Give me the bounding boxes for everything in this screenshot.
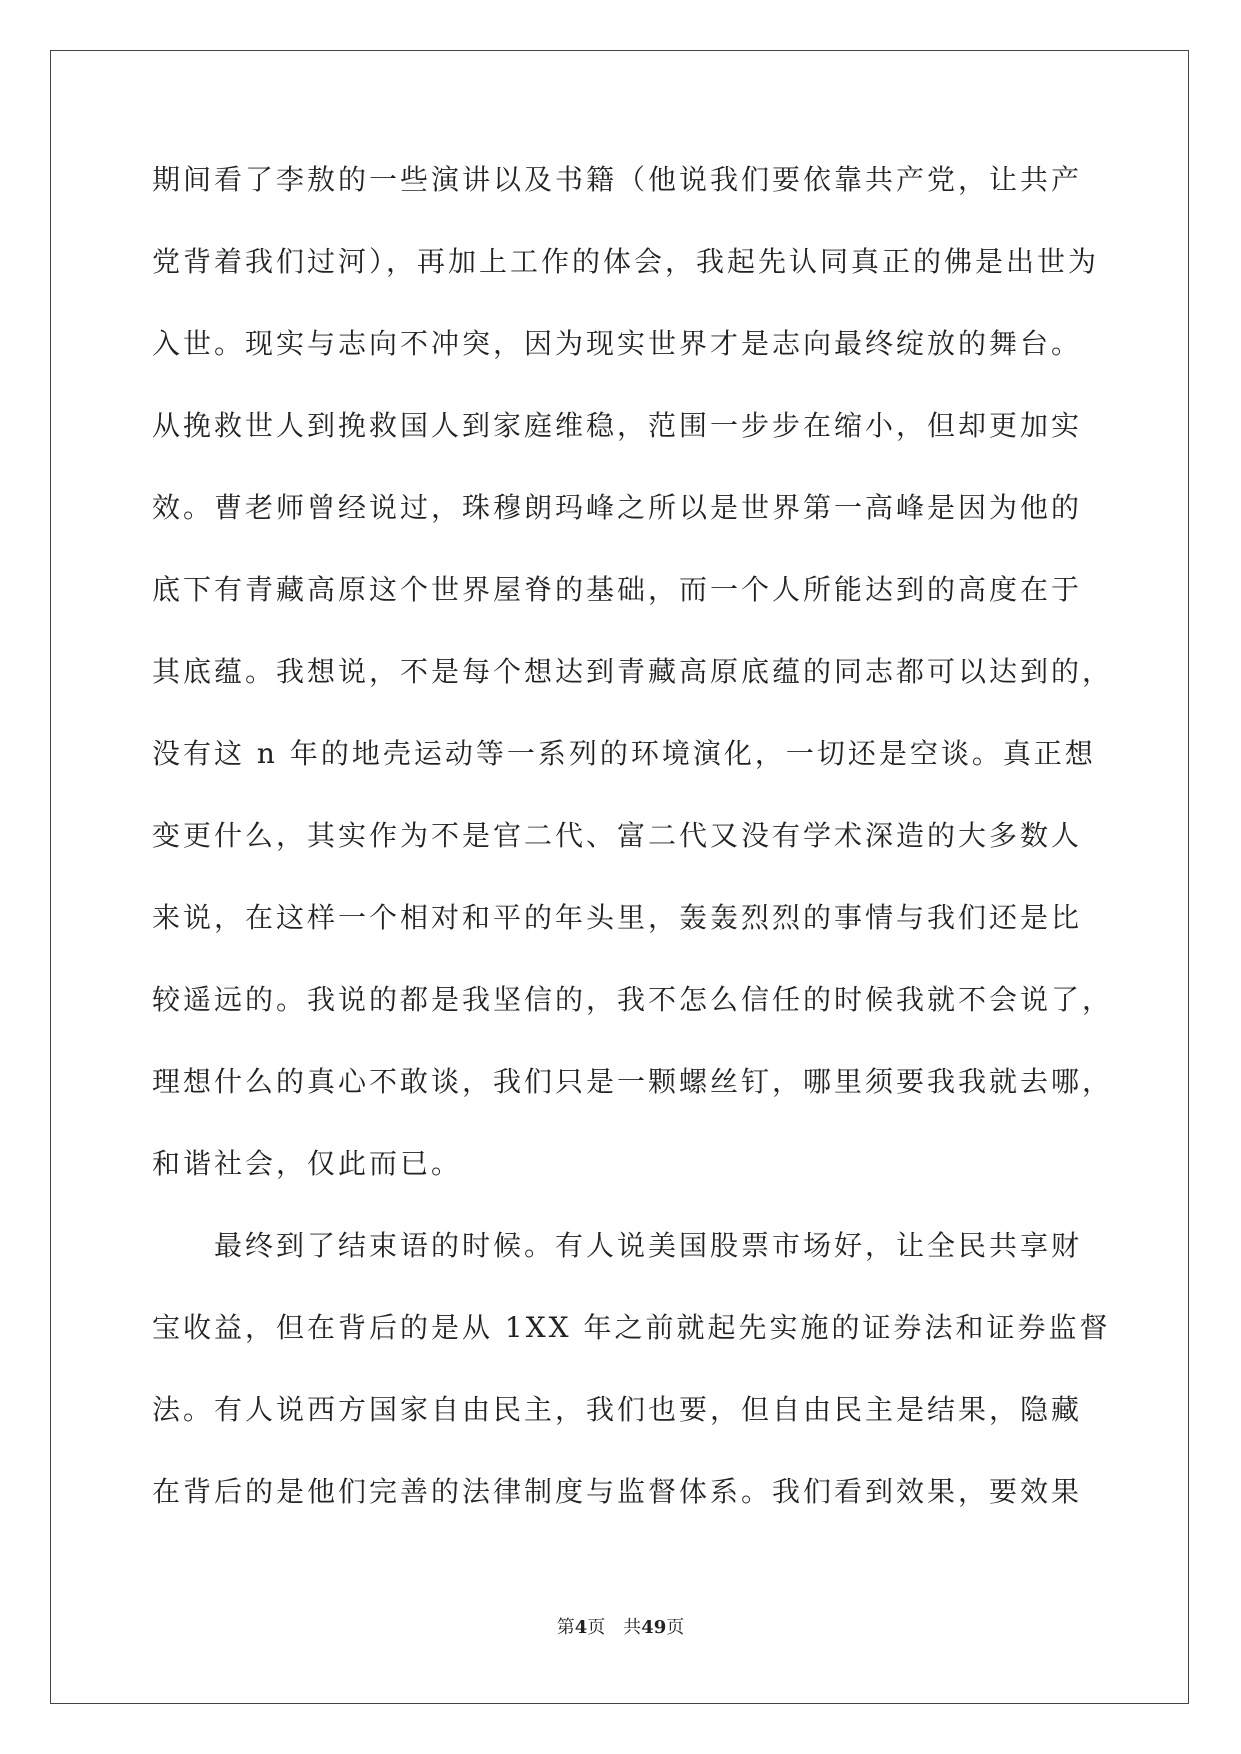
text-line: 变更什么，其实作为不是官二代、富二代又没有学术深造的大多数人: [152, 819, 1083, 852]
text-line: 党背着我们过河），再加上工作的体会，我起先认同真正的佛是出世为: [152, 245, 1100, 278]
text-line: 其底蕴。我想说，不是每个想达到青藏高原底蕴的同志都可以达到的，: [152, 655, 1114, 688]
text-line: 宝收益，但在背后的是从 1XX 年之前就起先实施的证券法和证券监督: [152, 1311, 1111, 1344]
total-pages: 49: [641, 1617, 667, 1638]
text-line: 从挽救世人到挽救国人到家庭维稳，范围一步步在缩小，但却更加实: [152, 409, 1083, 442]
body-text: [152, 160, 1114, 1554]
text-line: 和谐社会，仅此而已。: [152, 1147, 463, 1180]
text-line: 效。曹老师曾经说过，珠穆朗玛峰之所以是世界第一高峰是因为他的: [152, 491, 1083, 524]
footer-suffix: 页: [666, 1617, 685, 1638]
text-line: 期间看了李敖的一些演讲以及书籍（他说我们要依靠共产党，让共产: [152, 163, 1083, 196]
paragraph-start-line: 最终到了结束语的时候。有人说美国股票市场好，让全民共享财: [214, 1229, 1083, 1262]
footer-prefix: 第: [556, 1617, 575, 1638]
text-line: 底下有青藏高原这个世界屋脊的基础，而一个人所能达到的高度在于: [152, 573, 1083, 606]
text-line: 较遥远的。我说的都是我坚信的，我不怎么信任的时候我就不会说了，: [152, 983, 1114, 1016]
page-footer: [0, 1613, 1241, 1639]
text-line: 来说，在这样一个相对和平的年头里，轰轰烈烈的事情与我们还是比: [152, 901, 1083, 934]
text-line: 没有这 n 年的地壳运动等一系列的环境演化，一切还是空谈。真正想: [152, 737, 1096, 770]
text-line: 入世。现实与志向不冲突，因为现实世界才是志向最终绽放的舞台。: [152, 327, 1083, 360]
page-number: 4: [574, 1617, 588, 1638]
text-line: 在背后的是他们完善的法律制度与监督体系。我们看到效果，要效果: [152, 1475, 1083, 1508]
text-line: 理想什么的真心不敢谈，我们只是一颗螺丝钉，哪里须要我我就去哪，: [152, 1065, 1114, 1098]
text-line: 法。有人说西方国家自由民主，我们也要，但自由民主是结果，隐藏: [152, 1393, 1083, 1426]
footer-middle: 页 共: [587, 1617, 642, 1638]
